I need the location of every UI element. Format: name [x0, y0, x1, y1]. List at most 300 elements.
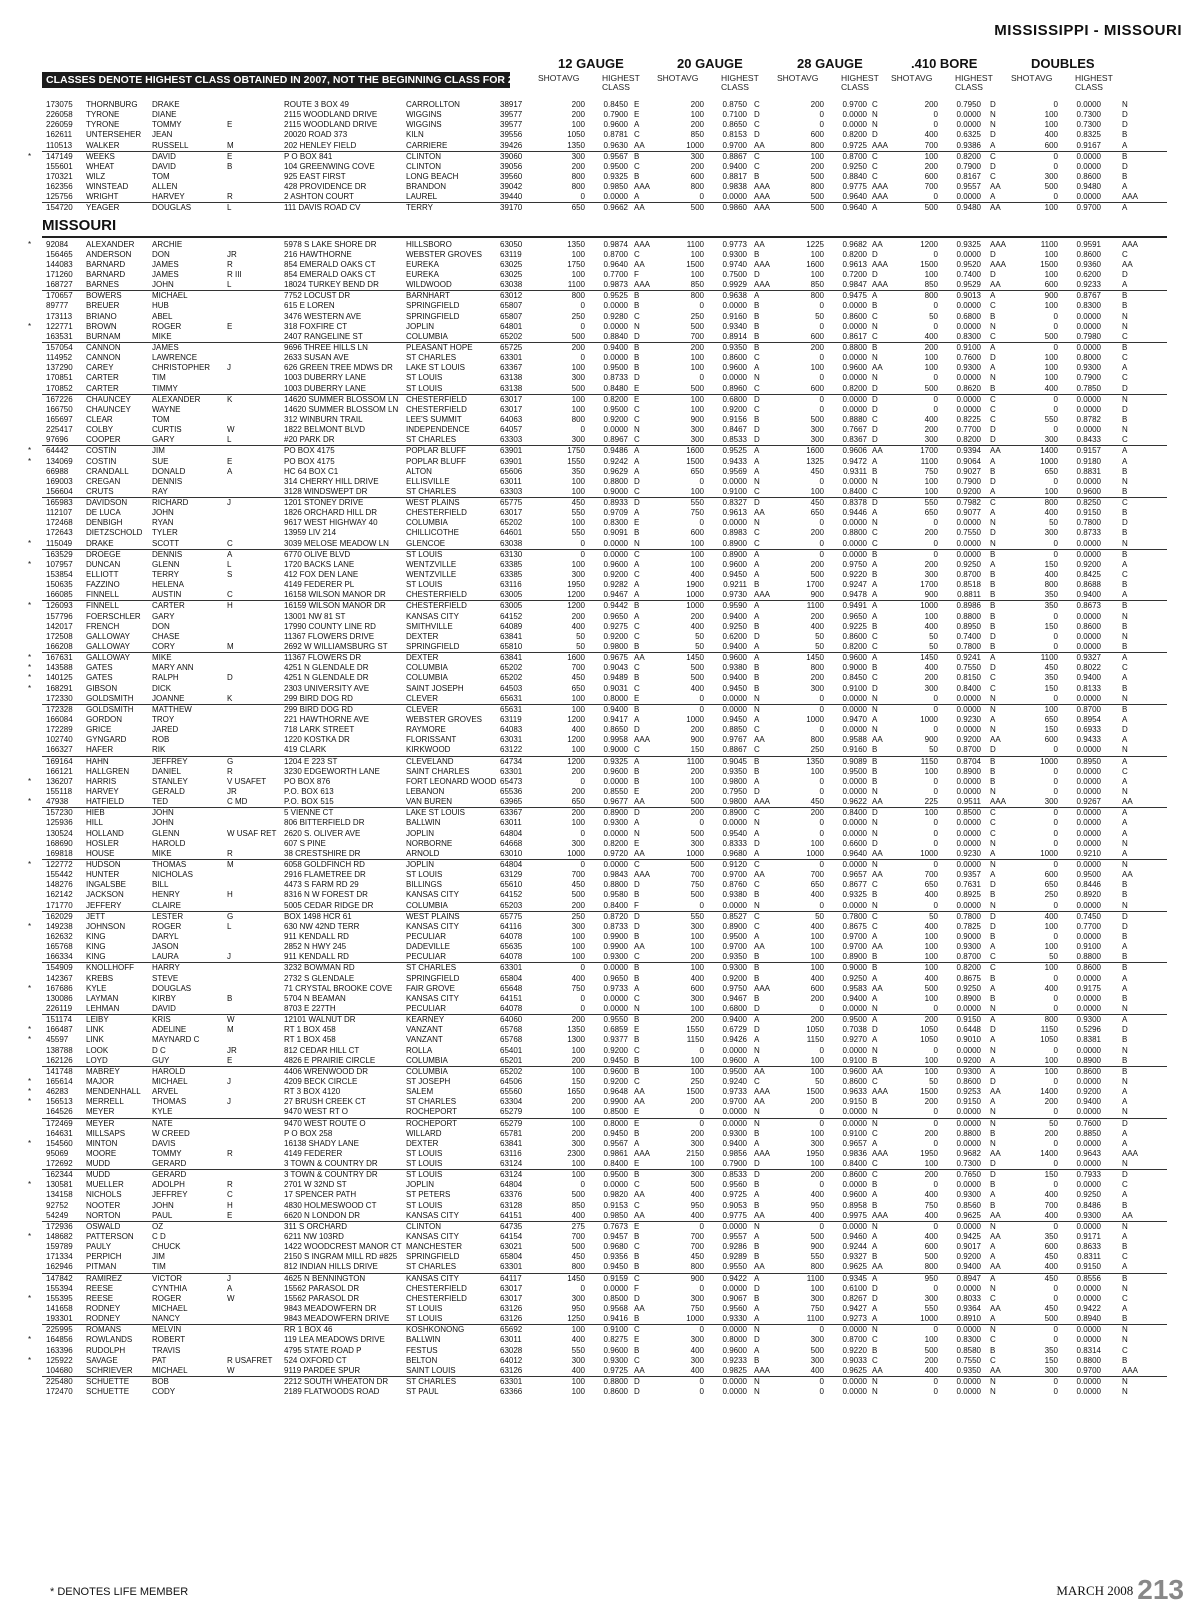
cell-last: DIETZSCHOLD: [86, 528, 143, 538]
gauge-28-shot: 200: [810, 100, 824, 109]
gauge-12-shot: 100: [571, 1377, 585, 1387]
doubles-class: B: [1122, 1314, 1128, 1324]
gauge-28-class: B: [872, 549, 878, 559]
doubles-avg: 0.0000: [1076, 828, 1101, 838]
cell-city: ST LOUIS: [406, 1148, 443, 1158]
gauge-12-class: B: [634, 776, 640, 786]
gauge-20-avg: 0.9233: [722, 1355, 747, 1365]
gauge-20-shot: 1000: [686, 601, 704, 611]
gauge-20-avg: 0.9156: [722, 414, 747, 424]
bore-410-shot: 400: [924, 331, 938, 341]
bore-410-avg: 0.7900: [956, 161, 981, 171]
cell-first: DENNIS: [152, 549, 183, 559]
gauge-20-class: A: [754, 776, 760, 786]
bore-410-class: B: [990, 621, 996, 631]
bore-410-shot: 1000: [920, 715, 938, 725]
cell-first: DOUGLAS: [152, 203, 192, 213]
table-row: [42, 1211, 1167, 1222]
doubles-class: D: [1122, 404, 1128, 414]
gauge-20-class: D: [754, 110, 760, 120]
gauge-12-shot: 1300: [567, 1035, 585, 1045]
gauge-20-shot: 750: [690, 880, 704, 890]
doubles-class: B: [1122, 291, 1128, 301]
gauge-28-avg: 0.9491: [842, 601, 867, 611]
cell-first: KRIS: [152, 1015, 171, 1025]
gauge-12-class: D: [634, 331, 640, 341]
cell-last: FAZZINO: [86, 580, 120, 590]
gauge-28-shot: 1600: [806, 446, 824, 456]
bore-410-class: A: [990, 291, 996, 301]
cell-city: EUREKA: [406, 269, 439, 279]
life-member-marker: *: [28, 1335, 32, 1345]
cell-id: 162142: [46, 890, 73, 900]
doubles-shot: 0: [1053, 818, 1058, 828]
bore-410-shot: 300: [924, 1293, 938, 1303]
gauge-12-shot: 1200: [567, 601, 585, 611]
doubles-avg: 0.0000: [1076, 900, 1101, 910]
cell-zip: 63138: [500, 383, 523, 393]
cell-first: JAMES: [152, 269, 179, 279]
gauge-20-class: N: [754, 1325, 760, 1335]
gauge-20-shot: 200: [690, 611, 704, 621]
bore-410-avg: 0.0000: [956, 404, 981, 414]
table-row: [28, 1025, 1167, 1035]
cell-first: CHASE: [152, 631, 180, 641]
cell-suf: J: [227, 1273, 231, 1283]
bore-410-shot: 200: [924, 1355, 938, 1365]
gauge-28-shot: 0: [819, 787, 824, 796]
gauge-20-class: A: [754, 848, 760, 858]
cell-zip: 63301: [500, 1377, 523, 1387]
table-row: [42, 1107, 1167, 1118]
gauge-12-shot: 0: [580, 776, 585, 786]
gauge-12-avg: 0.9377: [603, 1035, 628, 1045]
doubles-shot: 350: [1044, 590, 1058, 600]
cell-first: GARY: [152, 611, 175, 621]
cell-id: 172328: [46, 704, 73, 714]
gauge-20-shot: 50: [695, 642, 704, 652]
doubles-shot: 700: [1044, 1200, 1058, 1210]
gauge-20-shot: 0: [699, 192, 704, 202]
bore-410-class: B: [990, 973, 996, 983]
gauge-28-avg: 0.8400: [842, 1159, 867, 1169]
gauge-28-class: C: [872, 100, 878, 109]
bore-410-shot: 1450: [920, 653, 938, 663]
gauge-20-shot: 300: [690, 1170, 704, 1180]
cell-id: 172643: [46, 528, 73, 538]
table-row: [42, 192, 1167, 203]
bore-410-avg: 0.9150: [956, 1097, 981, 1107]
gauge-12-shot: 0: [580, 538, 585, 548]
gauge-28-shot: 400: [810, 973, 824, 983]
doubles-class: D: [1122, 1025, 1128, 1035]
cell-id: 173075: [46, 100, 73, 109]
bore-410-class: B: [990, 311, 996, 321]
cell-first: ABEL: [152, 311, 173, 321]
bore-410-avg: 0.7700: [956, 425, 981, 435]
doubles-avg: 0.0000: [1076, 642, 1101, 652]
bore-410-shot: 600: [924, 171, 938, 181]
gauge-20-avg: 0.8900: [722, 549, 747, 559]
doubles-shot: 0: [1053, 776, 1058, 786]
gauge-20-class: A: [754, 570, 760, 580]
doubles-class: B: [1122, 1242, 1128, 1252]
bore-410-shot: 500: [924, 1252, 938, 1262]
bore-410-class: D: [990, 161, 996, 171]
cell-last: HOLLAND: [86, 828, 124, 838]
gauge-28-class: C: [872, 171, 878, 181]
gauge-12-shot: 100: [571, 404, 585, 414]
gauge-20-shot: 300: [690, 151, 704, 161]
doubles-avg: 0.8767: [1076, 291, 1101, 301]
gauge-28-class: C: [872, 1335, 878, 1345]
doubles-class: D: [1122, 269, 1128, 279]
gauge-12-shot: 750: [571, 983, 585, 993]
gauge-20-avg: 0.9825: [722, 1365, 747, 1375]
gauge-20-shot: 200: [690, 766, 704, 776]
gauge-28-shot: 800: [810, 182, 824, 192]
gauge-28-shot: 0: [819, 518, 824, 528]
gauge-28-shot: 0: [819, 549, 824, 559]
gauge-12-shot: 250: [571, 311, 585, 321]
gauge-12-class: C: [634, 1076, 640, 1086]
doubles-class: B: [1122, 414, 1128, 424]
doubles-avg: 0.9167: [1076, 140, 1101, 150]
doubles-class: N: [1122, 693, 1128, 703]
doubles-shot: 1150: [1040, 1025, 1058, 1035]
doubles-avg: 0.0000: [1076, 611, 1101, 621]
cell-addr: P O BOX 841: [284, 151, 333, 161]
cell-id: 156604: [46, 486, 73, 496]
bore-410-shot: 1950: [920, 1148, 938, 1158]
gauge-20-avg: 0.9600: [722, 653, 747, 663]
cell-zip: 65202: [500, 518, 523, 528]
gauge-12-shot: 0: [580, 353, 585, 363]
gauge-28-avg: 0.9247: [842, 580, 867, 590]
cell-last: KING: [86, 931, 106, 941]
bore-410-class: D: [990, 435, 996, 445]
table-row: [42, 498, 1167, 508]
cell-addr: 6058 GOLDFINCH RD: [284, 859, 365, 869]
cell-zip: 63005: [500, 590, 523, 600]
cell-first: NANCY: [152, 1314, 181, 1324]
table-row: [42, 425, 1167, 435]
cell-city: COLUMBIA: [406, 900, 448, 910]
gauge-20-shot: 400: [690, 1210, 704, 1220]
cell-zip: 63017: [500, 394, 523, 404]
gauge-20-shot: 2150: [686, 1148, 704, 1158]
bore-410-shot: 0: [933, 1283, 938, 1293]
gauge-28-avg: 0.8880: [842, 414, 867, 424]
doubles-shot: 0: [1053, 342, 1058, 352]
cell-addr: 2 ASHTON COURT: [284, 192, 354, 202]
cell-first: TIM: [152, 1262, 166, 1272]
gauge-20-shot: 850: [690, 130, 704, 140]
cell-suf: C MD: [227, 797, 248, 807]
gauge-12-avg: 0.9568: [603, 1304, 628, 1314]
gauge-28-class: D: [872, 130, 878, 140]
gauge-12-avg: 0.9450: [603, 1262, 628, 1272]
doubles-avg: 0.0000: [1076, 1283, 1101, 1293]
bore-410-avg: 0.0000: [956, 394, 981, 404]
table-row: [42, 162, 1167, 172]
gauge-20-shot: 1500: [686, 456, 704, 466]
gauge-20-class: D: [754, 1283, 760, 1293]
cell-id: 172508: [46, 631, 73, 641]
gauge-20-avg: 0.6800: [722, 1003, 747, 1013]
table-row: [42, 291, 1167, 301]
doubles-class: C: [1122, 1293, 1128, 1303]
gauge-20-avg: 0.8914: [722, 331, 747, 341]
cell-addr: 4209 BECK CIRCLE: [284, 1076, 358, 1086]
cell-last: GALLOWAY: [86, 631, 131, 641]
cell-addr: 14620 SUMMER BLOSSOM LN: [284, 394, 399, 404]
gauge-20-avg: 0.9400: [722, 1015, 747, 1025]
gauge-12-shot: 100: [571, 120, 585, 130]
gauge-12-shot: 500: [571, 331, 585, 341]
doubles-avg: 0.0000: [1076, 1159, 1101, 1169]
cell-city: SPRINGFIELD: [406, 301, 460, 311]
bore-410-class: A: [990, 342, 996, 352]
cell-first: CLAIRE: [152, 900, 181, 910]
gauge-20-class: N: [754, 900, 760, 910]
cell-last: LINK: [86, 1025, 104, 1035]
gauge-28-shot: 250: [810, 745, 824, 755]
gauge-28-shot: 0: [819, 1325, 824, 1335]
gauge-28-avg: 0.9682: [842, 239, 867, 249]
gauge-28-shot: 50: [815, 1076, 824, 1086]
gauge-28-class: C: [872, 673, 878, 683]
bore-410-shot: 650: [924, 880, 938, 890]
gauge-20-avg: 0.9350: [722, 766, 747, 776]
gauge-28-class: B: [872, 756, 878, 766]
bore-410-shot: 0: [933, 693, 938, 703]
doubles-avg: 0.9150: [1076, 508, 1101, 518]
doubles-class: AA: [1122, 259, 1133, 269]
gauge-28-class: C: [872, 1170, 878, 1180]
cell-addr: #20 PARK DR: [284, 435, 335, 445]
cell-city: KANSAS CITY: [406, 993, 459, 1003]
gauge-20-avg: 0.8467: [722, 425, 747, 435]
cell-last: THORNBURG: [86, 100, 138, 109]
cell-first: RICHARD: [152, 498, 189, 508]
cell-zip: 63126: [500, 1365, 523, 1375]
class-header: HIGHEST CLASS: [721, 73, 759, 92]
cell-last: DUNCAN: [86, 559, 121, 569]
gauge-12-avg: 0.8200: [603, 838, 628, 848]
cell-first: DRAKE: [152, 100, 180, 109]
doubles-shot: 0: [1053, 931, 1058, 941]
cell-first: MICHAEL: [152, 1365, 188, 1375]
doubles-class: A: [1122, 808, 1128, 818]
doubles-avg: 0.0000: [1076, 476, 1101, 486]
gauge-12-shot: 1600: [567, 653, 585, 663]
doubles-shot: 100: [1044, 203, 1058, 213]
cell-last: DENBIGH: [86, 518, 123, 528]
doubles-avg: 0.0000: [1076, 973, 1101, 983]
gauge-12-avg: 0.0000: [603, 776, 628, 786]
doubles-class: A: [1122, 446, 1128, 456]
gauge-28-class: D: [872, 808, 878, 818]
cell-addr: PO BOX 4175: [284, 456, 335, 466]
gauge-20-class: B: [754, 621, 760, 631]
bore-410-class: D: [990, 249, 996, 259]
bore-410-class: D: [990, 353, 996, 363]
gauge-12-shot: 100: [571, 1170, 585, 1180]
bore-410-avg: 0.8950: [956, 621, 981, 631]
cell-zip: 39060: [500, 151, 523, 161]
gauge-12-class: B: [634, 291, 640, 301]
table-row: [42, 994, 1167, 1004]
gauge-28-class: AAA: [872, 182, 889, 192]
gauge-28-shot: 0: [819, 704, 824, 714]
cell-first: GERARD: [152, 1170, 187, 1180]
gauge-12-avg: 0.9153: [603, 1200, 628, 1210]
gauge-12-class: C: [634, 311, 640, 321]
cell-last: HOSLER: [86, 838, 119, 848]
gauge-12-shot: 300: [571, 1138, 585, 1148]
doubles-class: A: [1122, 1015, 1128, 1025]
doubles-avg: 0.9300: [1076, 363, 1101, 373]
gauge-12-shot: 100: [571, 486, 585, 496]
cell-first: RAY: [152, 486, 168, 496]
gauge-28-class: B: [872, 621, 878, 631]
gauge-28-avg: 0.8900: [842, 952, 867, 962]
doubles-avg: 0.7300: [1076, 120, 1101, 130]
gauge-12-shot: 100: [571, 1045, 585, 1055]
table-row: [42, 1262, 1167, 1273]
cell-city: RAYMORE: [406, 725, 446, 735]
cell-addr: 4251 N GLENDALE DR: [284, 663, 369, 673]
gauge-12-avg: 0.6859: [603, 1025, 628, 1035]
gauge-28-shot: 300: [810, 1335, 824, 1345]
cell-last: ROWLANDS: [86, 1335, 133, 1345]
gauge-28-shot: 300: [810, 1293, 824, 1303]
page-number: 213: [1137, 1574, 1184, 1605]
gauge-12-class: B: [634, 342, 640, 352]
doubles-avg: 0.7700: [1076, 921, 1101, 931]
gauge-12-class: A: [634, 715, 640, 725]
gauge-28-avg: 0.0000: [842, 693, 867, 703]
cell-addr: 412 FOX DEN LANE: [284, 570, 359, 580]
gauge-12-avg: 0.9400: [603, 704, 628, 714]
cell-city: ST CHARLES: [406, 435, 457, 445]
gauge-28-avg: 0.9460: [842, 1232, 867, 1242]
cell-city: SALEM: [406, 1087, 434, 1097]
gauge-12-avg: 0.8800: [603, 1377, 628, 1387]
gauge-28-avg: 0.9478: [842, 590, 867, 600]
gauge-12-shot: 250: [571, 911, 585, 921]
gauge-12-class: B: [634, 301, 640, 311]
table-row: [42, 405, 1167, 415]
doubles-avg: 0.0000: [1076, 1377, 1101, 1387]
doubles-class: B: [1122, 171, 1128, 181]
gauge-28-avg: 0.8700: [842, 1335, 867, 1345]
doubles-shot: 300: [1044, 171, 1058, 181]
doubles-shot: 0: [1053, 1180, 1058, 1190]
cell-first: THOMAS: [152, 1097, 187, 1107]
gauge-28-avg: 0.0000: [842, 110, 867, 120]
gauge-20-class: AA: [754, 1262, 765, 1272]
table-row: [42, 735, 1167, 745]
doubles-shot: 300: [1044, 1365, 1058, 1375]
gauge-28-avg: 0.0000: [842, 120, 867, 130]
doubles-avg: 0.0000: [1076, 808, 1101, 818]
cell-zip: 65725: [500, 342, 523, 352]
bore-410-avg: 0.0000: [956, 1003, 981, 1013]
gauge-12-shot: 1200: [567, 590, 585, 600]
table-row: [28, 446, 1167, 456]
bore-410-class: D: [990, 745, 996, 755]
gauge-28-avg: 0.9613: [842, 259, 867, 269]
gauge-12-class: B: [634, 1314, 640, 1324]
bore-410-shot: 400: [924, 890, 938, 900]
doubles-avg: 0.7600: [1076, 1118, 1101, 1128]
cell-zip: 63376: [500, 1190, 523, 1200]
gauge-20-class: N: [754, 1107, 760, 1117]
cell-first: TOM: [152, 171, 170, 181]
gauge-20-shot: 500: [690, 797, 704, 807]
gauge-28-shot: 650: [810, 508, 824, 518]
cell-id: 104680: [46, 1365, 73, 1375]
gauge-28-avg: 0.9150: [842, 1097, 867, 1107]
cell-suf: B: [227, 161, 233, 171]
gauge-28-avg: 0.0000: [842, 404, 867, 414]
gauge-12-avg: 0.9861: [603, 1148, 628, 1158]
gauge-28-class: A: [872, 1015, 878, 1025]
bore-410-shot: 50: [929, 911, 938, 921]
bore-410-class: C: [990, 404, 996, 414]
gauge-28-class: A: [872, 1314, 878, 1324]
gauge-28-avg: 0.0000: [842, 1387, 867, 1397]
gauge-12-avg: 0.0000: [603, 353, 628, 363]
cell-last: WILZ: [86, 171, 106, 181]
table-row: [42, 518, 1167, 528]
cell-city: CHESTERFIELD: [406, 1293, 467, 1303]
bore-410-avg: 0.9300: [956, 1066, 981, 1076]
table-row: [28, 663, 1167, 673]
bore-410-shot: 0: [933, 1387, 938, 1397]
gauge-28-avg: 0.0000: [842, 394, 867, 404]
bore-410-shot: 100: [924, 269, 938, 279]
gauge-28-avg: 0.6100: [842, 1283, 867, 1293]
table-row: [42, 363, 1167, 373]
bore-410-shot: 800: [924, 291, 938, 301]
gauge-12-avg: 0.9200: [603, 570, 628, 580]
gauge-12-shot: 1100: [567, 280, 585, 290]
gauge-12-class: B: [634, 1035, 640, 1045]
bore-410-class: B: [990, 549, 996, 559]
doubles-shot: 350: [1044, 601, 1058, 611]
gauge-20-avg: 0.9773: [722, 239, 747, 249]
doubles-shot: 0: [1053, 1283, 1058, 1293]
gauge-12-avg: 0.0000: [603, 859, 628, 869]
gauge-20-class: B: [754, 756, 760, 766]
gauge-20-avg: 0.9330: [722, 1314, 747, 1324]
gauge-20-avg: 0.0000: [722, 704, 747, 714]
gauge-20-shot: 1000: [686, 590, 704, 600]
gauge-28-avg: 0.8675: [842, 921, 867, 931]
cell-suf: A: [227, 549, 233, 559]
gauge-28-shot: 0: [819, 301, 824, 311]
doubles-shot: 0: [1053, 161, 1058, 171]
gauge-12-shot: 200: [571, 110, 585, 120]
table-row: [42, 570, 1167, 580]
gauge-20-class: B: [754, 1252, 760, 1262]
bore-410-shot: 0: [933, 1045, 938, 1055]
bore-410-avg: 0.0000: [956, 1221, 981, 1231]
cell-id: 225995: [46, 1325, 73, 1335]
